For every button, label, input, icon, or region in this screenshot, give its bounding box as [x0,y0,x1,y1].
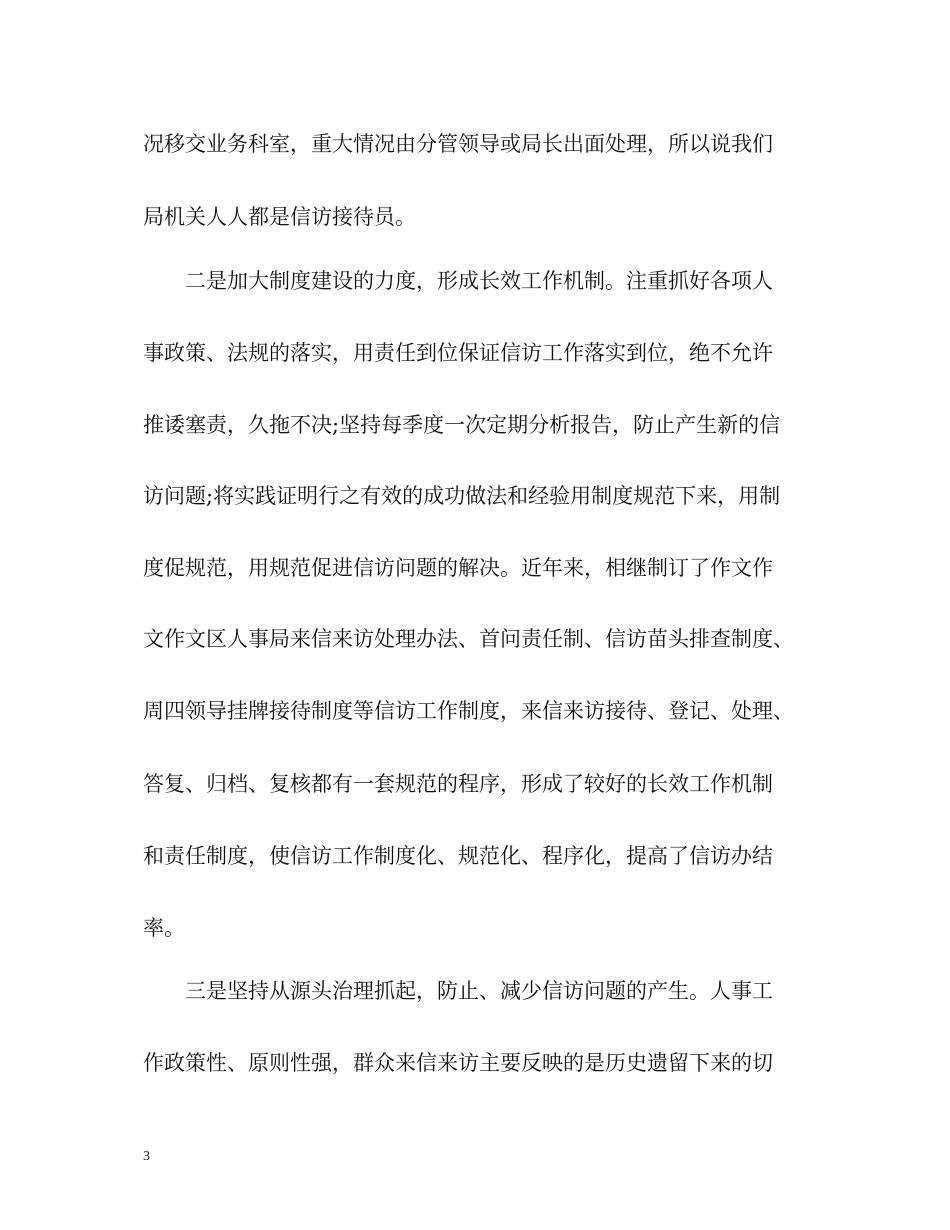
paragraph-three-line-1: 三是坚持从源头治理抓起，防止、减少信访问题的产生。人事工 [185,979,773,1003]
paragraph-two-line-8: 答复、归档、复核都有一套规范的程序，形成了较好的长效工作机制 [143,772,773,796]
body-line-2: 局机关人人都是信访接待员。 [143,205,416,229]
paragraph-two-line-6: 文作文区人事局来信来访处理办法、首问责任制、信访苗头排查制度、 [143,627,794,651]
paragraph-two-line-10: 率。 [143,916,185,940]
paragraph-two-line-7: 周四领导挂牌接待制度等信访工作制度，来信来访接待、登记、处理、 [143,699,794,723]
paragraph-two-line-3: 推诿塞责，久拖不决;坚持每季度一次定期分析报告，防止产生新的信 [143,413,781,437]
paragraph-two-line-9: 和责任制度，使信访工作制度化、规范化、程序化，提高了信访办结 [143,844,773,868]
body-line-1: 况移交业务科室，重大情况由分管领导或局长出面处理，所以说我们 [143,132,773,156]
paragraph-two-line-2: 事政策、法规的落实，用责任到位保证信访工作落实到位，绝不允许 [143,341,773,365]
paragraph-two-line-1: 二是加大制度建设的力度，形成长效工作机制。注重抓好各项人 [185,269,773,293]
paragraph-three-line-2: 作政策性、原则性强，群众来信来访主要反映的是历史遗留下来的切 [143,1051,773,1075]
paragraph-two-line-4: 访问题;将实践证明行之有效的成功做法和经验用制度规范下来，用制 [143,484,781,508]
page-number: 3 [143,1149,150,1164]
paragraph-two-line-5: 度促规范，用规范促进信访问题的解决。近年来，相继制订了作文作 [143,556,773,580]
